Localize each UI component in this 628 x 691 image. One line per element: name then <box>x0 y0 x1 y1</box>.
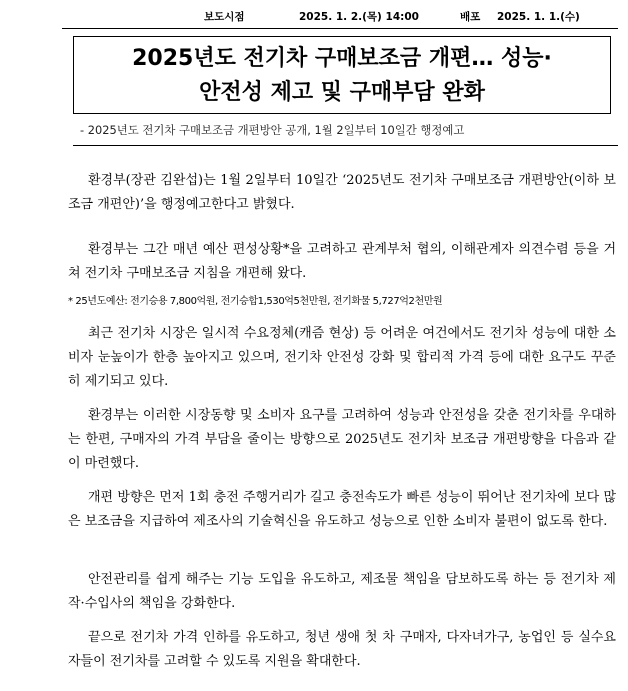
header-divider <box>62 28 618 29</box>
embargo-label: 보도시점 <box>204 11 245 23</box>
page-subtitle: - 2025년도 전기차 구매보조금 개편방안 공개, 1월 2일부터 10일간 행정예고 <box>80 123 465 137</box>
subtitle-divider <box>73 145 618 146</box>
body-paragraph-1: 환경부(장관 김완섭)는 1월 2일부터 10일간 ‘2025년도 전기차 구매보조금 개편방안(이하 보조금 개편안)’을 행정예고한다고 밝혔다. <box>68 173 616 212</box>
release-date: 2025. 1. 1.(수) <box>497 11 580 23</box>
body-paragraph-2: 환경부는 그간 매년 예산 편성상황*을 고려하고 관계부처 협의, 이해관계자 의견수렴 등을 거쳐 전기차 구매보조금 지침을 개편해 왔다. <box>68 242 616 281</box>
body-paragraph-7: 끝으로 전기차 가격 인하를 유도하고, 청년 생애 첫 차 구매자, 다자녀가구, 농업인 등 실수요자들이 전기차를 고려할 수 있도록 지원을 확대한다. <box>68 630 616 669</box>
body-paragraph-3: 최근 전기차 시장은 일시적 수요정체(캐즘 현상) 등 어려운 여건에서도 전기차 성능에 대한 소비자 눈높이가 한층 높아지고 있으며, 전기차 안전성 강화 및 합리적 가격 등에 대한 요구도 꾸준히 제기되고 있다. <box>68 326 616 389</box>
embargo-date: 2025. 1. 2.(목) 14:00 <box>299 11 419 23</box>
release-header <box>0 0 628 30</box>
body-paragraph-6: 안전관리를 쉽게 해주는 기능 도입을 유도하고, 제조물 책임을 담보하도록 하는 등 전기차 제작·수입사의 책임을 강화한다. <box>68 572 616 611</box>
title-line-2: 안전성 제고 및 구매부담 완화 <box>199 80 485 105</box>
title-line-1: 2025년도 전기차 구매보조금 개편… 성능· <box>132 46 552 71</box>
body-paragraph-4: 환경부는 이러한 시장동향 및 소비자 요구를 고려하여 성능과 안전성을 갖춘 전기차를 우대하는 한편, 구매자의 가격 부담을 줄이는 방향으로 2025년도 전기차 보조금 개편방향을 다음과 같이 마련했다. <box>68 408 616 471</box>
body-paragraph-5: 개편 방향은 먼저 1회 충전 주행거리가 길고 충전속도가 빠른 성능이 뛰어난 전기차에 보다 많은 보조금을 지급하여 제조사의 기술혁신을 유도하고 성능으로 인한 소비자 불편이 없도록 한다. <box>68 490 616 529</box>
release-label: 배포 <box>460 11 481 23</box>
budget-footnote: * 25년도예산: 전기승용 7,800억원, 전기승합1,530억5천만원, 전기화물 5,727억2천만원 <box>68 296 443 307</box>
page-title <box>73 36 611 114</box>
